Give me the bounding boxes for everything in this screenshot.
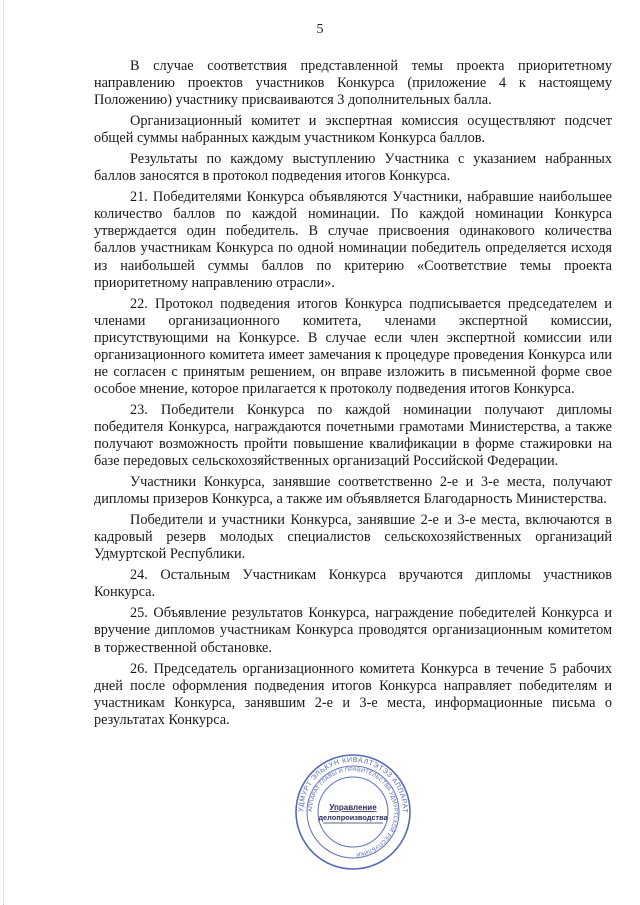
paragraph-prize-winners: Участники Конкурса, занявшие соответственно 2-е и 3-е места, получают дипломы призеров Конкурса, а также им объявляется Благодарность Министерства. [94,474,612,508]
stamp-inner-ring-text: АППАРАТ ГЛАВЫ И ПРАВИТЕЛЬСТВА УДМУРТСКОЙ РЕСПУБЛИКИ [307,766,399,857]
stamp-middle-circle [307,766,399,858]
stamp-center-line-2: делопроизводства [318,813,388,822]
paragraph-26-notification: 26. Председатель организационного комитета Конкурса в течение 5 рабочих дней после оформления подведения итогов Конкурса направляет победителям и участникам Конкурса, занявшим 2-е и 3-е места, информационные письма о результатах Конкурса. [94,660,612,728]
paragraph-24-other-participants: 24. Остальным Участникам Конкурса вручаются дипломы участников Конкурса. [94,567,612,601]
paragraph-results-protocol: Результаты по каждому выступлению Участника с указанием набранных баллов заносятся в протокол подведения итогов Конкурса. [94,151,612,185]
paragraph-priority-points: В случае соответствия представленной темы проекта приоритетному направлению проектов участников Конкурса (приложение 4 к настоящему Положению) участнику присваиваются 3 дополнительных балла. [94,58,612,109]
office-stamp [293,752,413,872]
stamp-inner-circle [318,777,388,847]
paragraph-25-ceremony: 25. Объявление результатов Конкурса, награждение победителей Конкурса и вручение дипломов участникам Конкурса проводятся организационным комитетом в торжественной обстановке. [94,605,612,656]
paragraph-personnel-reserve: Победители и участники Конкурса, занявшие 2-е и 3-е места, включаются в кадровый резерв молодых специалистов сельскохозяйственных организаций Удмуртской Республики. [94,512,612,563]
scan-edge [3,0,5,905]
stamp-outer-ring-text: УДМУРТ ЭЛЬКУН КИВАЛТЭТЭЗ АППАРАТ [297,756,409,814]
paragraph-22-protocol-signing: 22. Протокол подведения итогов Конкурса подписывается председателем и членами организационного комитета, членами экспертной комиссии, присутствующими на Конкурсе. В случае если член экспертной комиссии или организационного комитета имеет замечания к процедуре проведения Конкурса или не согласен с принятым решением, он вправе изложить в письменной форме свое особое мнение, которое прилагается к протоколу подведения итогов Конкурса. [94,295,612,397]
paragraph-21-winners: 21. Победителями Конкурса объявляются Участники, набравшие наибольшее количество баллов по каждой номинации. По каждой номинации Конкурса утверждается один победитель. В случае присвоения одинакового количества баллов участникам Конкурса по одной номинации победитель определяется исходя из наибольшей суммы баллов по критерию «Соответствие темы проекта приоритетному направлению отрасли». [94,189,612,291]
paragraph-23-winner-awards: 23. Победители Конкурса по каждой номинации получают дипломы победителя Конкурса, награждаются почетными грамотами Министерства, а также получают возможность пройти повышение квалификации в форме стажировки на базе передовых сельскохозяйственных организаций Российской Федерации. [94,401,612,470]
page-number: 5 [316,22,324,37]
paragraph-score-count: Организационный комитет и экспертная комиссия осуществляют подсчет общей суммы набранных каждым участником Конкурса баллов. [94,113,612,147]
document-body [94,58,612,733]
stamp-center-line-1: Управление [329,803,377,812]
